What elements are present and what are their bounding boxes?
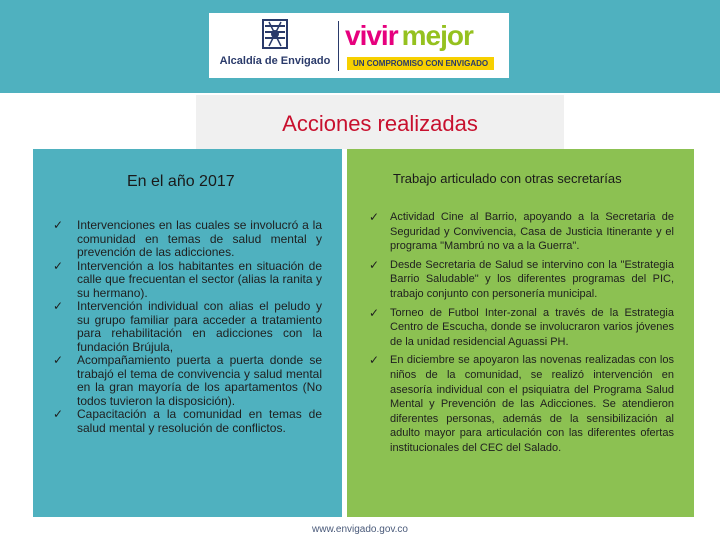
left-panel-heading: En el año 2017 (127, 173, 235, 190)
right-item-list (347, 210, 694, 460)
list-item-text: Acompañamiento puerta a puerta donde se trabajó el tema de convivencia y salud mental en la gran mayoría de los apartamentos (No todos tuvieron la disposición). (77, 353, 322, 408)
check-icon: ✓ (53, 353, 64, 367)
check-icon: ✓ (369, 353, 380, 368)
city-seal-icon (255, 18, 295, 52)
right-panel (347, 149, 694, 517)
header-banner (0, 0, 720, 93)
list-item (347, 306, 694, 350)
list-item-text: Intervención individual con alias el peludo y su grupo familiar para acceder a tratamiento para rehabilitación en adicciones con la fundación Brújula, (77, 299, 322, 354)
alcaldia-logo (215, 18, 335, 76)
title-box (196, 95, 564, 149)
right-panel-heading: Trabajo articulado con otras secretarías (393, 171, 622, 186)
logo-divider (338, 21, 339, 71)
list-item (33, 260, 342, 301)
brand-wordmark (345, 19, 505, 53)
list-item-text: Actividad Cine al Barrio, apoyando a la Secretaria de Seguridad y Convivencia, Casa de Justicia Itinerante y el programa "Mambrú no va a la Guerra". (390, 211, 674, 253)
list-item-text: Torneo de Futbol Inter-zonal a través de la Estrategia Centro de Escucha, donde se involucraron varios jóvenes de la unidad residencial Aguassi PH. (390, 306, 674, 348)
brand-vivir: vivir (345, 20, 398, 51)
page-title: Acciones realizadas (282, 111, 478, 136)
brand-mejor: mejor (401, 20, 473, 51)
list-item (347, 258, 694, 302)
list-item (33, 354, 342, 408)
list-item (33, 219, 342, 260)
vivir-mejor-logo (345, 19, 505, 74)
check-icon: ✓ (53, 407, 64, 421)
left-item-list (33, 219, 342, 435)
list-item (33, 408, 342, 435)
footer-url[interactable]: www.envigado.gov.co (312, 524, 408, 535)
check-icon: ✓ (369, 305, 380, 320)
list-item (347, 210, 694, 254)
logo-bar (209, 13, 509, 78)
list-item (33, 300, 342, 354)
list-item-text: Intervenciones en las cuales se involucró a la comunidad en temas de salud mental y prevención de las adicciones. (77, 218, 322, 259)
check-icon: ✓ (53, 299, 64, 313)
left-panel (33, 149, 342, 517)
list-item-text: Desde Secretaria de Salud se intervino con la "Estrategia Barrio Saludable" y los diferentes programas del PIC, trabajo conjunto con personería municipal. (390, 258, 674, 300)
list-item-text: Capacitación a la comunidad en temas de salud mental y resolución de conflictos. (77, 407, 322, 435)
brand-tagline: UN COMPROMISO CON ENVIGADO (347, 57, 494, 70)
check-icon: ✓ (369, 210, 380, 224)
list-item-text: En diciembre se apoyaron las novenas realizadas con los niños de la comunidad, se realizó intervención en asesoría individual con el psiquiatra del Programa Salud Mental y Prevención de las Adicciones. Se atendieron diferentes personas, además de la sensibilización al adulto mayor para articulación con las diferentes ofertas institucionales del CEC del Salado. (390, 354, 674, 454)
check-icon: ✓ (53, 218, 64, 232)
alcaldia-label: Alcaldía de Envigado (219, 55, 331, 67)
check-icon: ✓ (53, 258, 64, 273)
list-item-text: Intervención a los habitantes en situación de calle que frecuentan el sector (alias la ranita y su hermano). (77, 258, 322, 300)
list-item (347, 353, 694, 455)
check-icon: ✓ (369, 257, 380, 272)
